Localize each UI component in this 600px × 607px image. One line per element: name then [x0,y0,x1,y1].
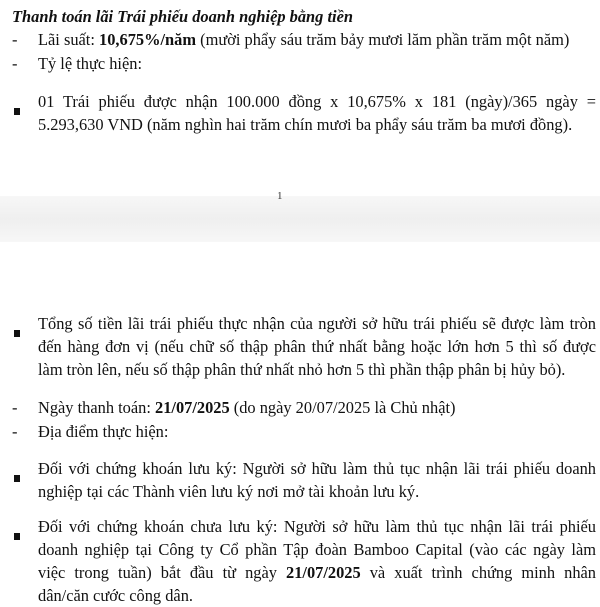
interest-rate-value: 10,675%/năm [99,30,196,49]
dash-marker: - [12,422,18,441]
rounding-line-1: Tổng số tiền lãi trái phiếu thực nhận của người sở hữu trái phiếu sẽ được làm tròn [38,314,596,333]
interest-rate-label: Lãi suất: [38,30,95,49]
bullet-icon [14,320,20,343]
page-break [0,196,600,242]
not-deposited-line-2: doanh nghiệp tại Công ty Cổ phần Tập đoàn Bamboo Capital (vào các ngày làm [38,540,596,559]
deposited-line-2: nghiệp tại các Thành viên lưu ký nơi mở tài khoản lưu ký. [38,482,420,501]
bullet-icon [14,465,20,488]
rounding-line-3: làm tròn lên, nếu số thập phân thứ nhất nhỏ hơn 5 thì phần thập phân bị hủy bỏ). [38,360,566,379]
payment-date-label: Ngày thanh toán: [38,398,151,417]
rounding-line-2: đến hàng đơn vị (nếu chữ số thập phân thứ nhất bằng hoặc lớn hơn 5 thì số được [38,337,596,356]
not-deposited-line-3-pre: việc trong tuần) bắt đầu từ ngày [38,563,277,582]
payment-date-value: 21/07/2025 [155,398,230,417]
location-label: Địa điểm thực hiện: [38,422,169,441]
calc-line-2: 5.293,630 VND (năm nghìn hai trăm chín mươi ba phẩy sáu trăm ba mươi đồng). [38,115,573,134]
not-deposited-line-4: dân/căn cước công dân. [38,586,193,605]
interest-rate-words: (mười phẩy sáu trăm bảy mươi lăm phần trăm một năm) [200,30,570,49]
deposited-line-1: Đối với chứng khoán lưu ký: Người sở hữu làm thủ tục nhận lãi trái phiếu doanh [38,459,596,478]
interest-rate-line [38,28,569,51]
payment-date-note: (do ngày 20/07/2025 là Chủ nhật) [233,398,456,417]
section-heading: Thanh toán lãi Trái phiếu doanh nghiệp bằng tiền [12,7,353,26]
dash-marker: - [12,30,18,49]
not-deposited-line-3 [38,561,596,584]
calc-line-1: 01 Trái phiếu được nhận 100.000 đồng x 10,675% x 181 (ngày)/365 ngày = [38,92,596,111]
bullet-icon [14,523,20,546]
dash-marker: - [12,398,18,417]
not-deposited-date: 21/07/2025 [286,563,361,582]
not-deposited-line-1: Đối với chứng khoán chưa lưu ký: Người sở hữu làm thủ tục nhận lãi trái phiếu [38,517,596,536]
ratio-label: Tỷ lệ thực hiện: [38,54,143,73]
bullet-icon [14,98,20,121]
page-number: 1 [277,190,283,202]
dash-marker: - [12,54,18,73]
payment-date-line [38,396,455,419]
not-deposited-line-3-post: và xuất trình chứng minh nhân [369,563,596,582]
